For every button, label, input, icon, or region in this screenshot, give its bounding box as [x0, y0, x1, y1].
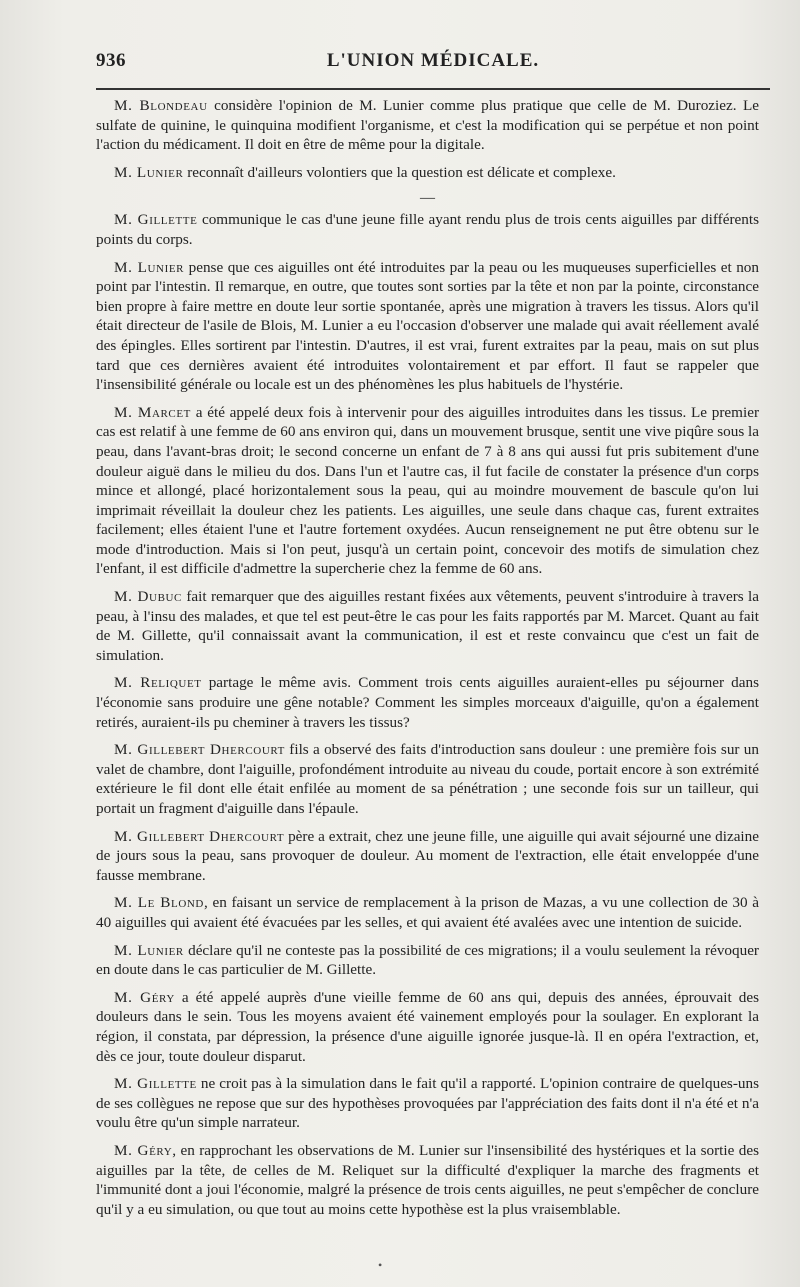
footer-mark: •: [378, 1258, 383, 1272]
speaker-name: M. Gillebert Dhercourt: [114, 741, 285, 759]
speaker-name: M. Géry: [114, 1141, 173, 1159]
paragraph: [96, 163, 759, 183]
paragraph: [96, 988, 759, 1066]
speaker-name: M. Blondeau: [114, 97, 208, 114]
paragraph: [96, 403, 759, 579]
paragraph: [96, 941, 759, 980]
paragraph-text: déclare qu'il ne conteste pas la possibilité de ces migrations; il a voulu seulement la révoquer en doute dans le cas particulier de M. Gillette.: [96, 941, 759, 979]
paragraph: [96, 1141, 759, 1219]
speaker-name: M. Gillebert Dhercourt: [114, 827, 285, 845]
speaker-name: M. Lunier: [114, 941, 184, 959]
paragraph-text: considère l'opinion de M. Lunier comme plus pratique que celle de M. Duroziez. Le sulfate de quinine, le quinquina modifient l'organisme, et c'est la modification qui se perpétue et non point l'action du médicament. Il doit en être de même pour la digitale.: [96, 97, 759, 154]
paragraph: [96, 827, 759, 886]
page-number: 936: [96, 50, 126, 71]
speaker-name: M. Gillette: [114, 211, 198, 229]
paragraph-text: a été appelé deux fois à intervenir pour des aiguilles introduites dans les tissus. Le premier cas est relatif à une femme de 60 ans environ qui, dans un mouvement brusque, sentit une vive piqûre sous la peau, dans l'avant-bras droit; le second concerne un enfant de 7 à 8 ans qui aussi fut pris subitement d'une douleur aiguë dans le milieu du dos. Dans l'un et l'autre cas, il fut facile de constater la présence d'un corps mince et allongé, placé horizontalement sous la peau, qui au moindre mouvement de bascule qu'on lui imprimait réveillait la douleur chez les patients. Les aiguilles, une seule dans chaque cas, furent extraites facilement; elles étaient l'une et l'autre fortement oxydées. Aucun renseignement ne put être obtenu sur le mode d'introduction. Mais si l'on peut, jusqu'à un certain point, concevoir des motifs de simulation chez l'enfant, il est difficile d'admettre la supercherie chez la femme de 60 ans.: [96, 403, 760, 578]
paragraph-text: fils a observé des faits d'introduction sans douleur : une première fois sur un valet de chambre, dont l'aiguille, profondément introduite au niveau du coude, portait encore à son extrémité extérieure le fil dont elle était enfilée au moment de sa pénétration ; une seconde fois sur un tailleur, qui portait un fragment d'aiguille dans l'épaule.: [96, 741, 759, 817]
page-header: [96, 50, 770, 86]
paragraph-text: , en rapprochant les observations de M. Lunier sur l'insensibilité des hystériques et la sortie des aiguilles par la tête, de celles de M. Reliquet sur la difficulté d'expliquer la marche des fragments et l'immunité dont a joui l'économie, malgré la présence de trois cents aiguilles, ne peut s'empêcher de conclure qu'il y a eu simulation, ou que tout au moins cette hypothèse est la plus vraisemblable.: [96, 1141, 759, 1218]
paragraph: [96, 673, 759, 732]
speaker-name: M. Lunier: [114, 163, 184, 181]
paragraph-text: communique le cas d'une jeune fille ayant rendu plus de trois cents aiguilles par différents points du corps.: [96, 211, 759, 248]
speaker-name: M. Lunier: [114, 258, 185, 276]
paragraph: [96, 258, 759, 395]
speaker-name: M. Gillette: [114, 1075, 197, 1093]
paragraph-text: pense que ces aiguilles ont été introduites par la peau ou les muqueuses superficielles et non point par l'intestin. Il remarque, en outre, que toutes sont sorties par la tête et non par la pointe, circonstance bien propre à faire mettre en doute leur sortie spontanée, après une migration à travers les tissus. Alors qu'il était directeur de l'asile de Blois, M. Lunier a eu l'occasion d'observer une malade qui avait réellement avalé des épingles. Elles sortirent par l'intestin. D'autres, il est vrai, furent extraites par la peau, mais on sut plus tard que ces dernières avaient été introduites volontairement et par effort. Il faut se rappeler que l'insensibilité générale ou locale est un des phénomènes les plus habituels de l'hystérie.: [96, 258, 759, 394]
speaker-name: M. Marcet: [114, 403, 192, 421]
paragraph-text: a été appelé auprès d'une vieille femme de 60 ans qui, depuis des années, éprouvait des douleurs dans le sein. Tous les moyens avaient été vainement employés pour la soulager. En explorant la région, il constata, par dépression, la présence d'une aiguille ignorée jusque-là. Il en opéra l'extraction, et, dès ce jour, toute douleur disparut.: [96, 988, 759, 1065]
paragraph-text: partage le même avis. Comment trois cents aiguilles auraient-elles pu séjourner dans l'économie sans produire une gêne notable? Comment les simples morceaux d'aiguille, qu'on a également retirés, auraient-ils pu cheminer à travers les tissus?: [96, 674, 759, 731]
paragraph-text: ne croit pas à la simulation dans le fait qu'il a rapporté. L'opinion contraire de quelques-uns de ses collègues ne repose que sur des hypothèses provoquées par l'appréciation des faits dont il n'a été et n'a voulu être qu'un simple narrateur.: [96, 1075, 759, 1132]
paragraph-text: reconnaît d'ailleurs volontiers que la question est délicate et complexe.: [183, 163, 616, 181]
journal-title: L'UNION MÉDICALE.: [326, 50, 540, 71]
paragraph: [96, 740, 759, 818]
speaker-name: M. Le Blond: [114, 894, 204, 912]
speaker-name: M. Géry: [114, 988, 175, 1006]
paragraph-text: père a extrait, chez une jeune fille, une aiguille qui avait séjourné une dizaine de jours sous la peau, sans provoquer de douleur. Au moment de l'extraction, elle était enveloppée d'une fausse membrane.: [96, 827, 759, 884]
speaker-name: M. Dubuc: [114, 588, 182, 606]
paragraph: [96, 587, 759, 665]
paragraph: [96, 893, 759, 932]
article-body: [96, 96, 759, 1227]
paragraph-text: fait remarquer que des aiguilles restant fixées aux vêtements, peuvent s'introduire à travers la peau, à l'insu des malades, et que tel est peut-être le cas pour les faits rapportés par M. Marcet. Quant au fait de M. Gillette, qu'il connaissait avant la communication, il est et reste convaincu que c'est un fait de simulation.: [96, 588, 759, 664]
speaker-name: M. Reliquet: [114, 674, 202, 692]
section-separator: —: [420, 190, 435, 207]
paragraph: [96, 96, 759, 155]
paragraph-text: , en faisant un service de remplacement à la prison de Mazas, a vu une collection de 30 à 40 aiguilles qui avaient été évacuées par les selles, et qui avaient été avalées avec une intention de suicide.: [96, 894, 759, 931]
header-rule: [96, 88, 770, 90]
paragraph: [96, 1074, 759, 1133]
paragraph: [96, 210, 759, 249]
